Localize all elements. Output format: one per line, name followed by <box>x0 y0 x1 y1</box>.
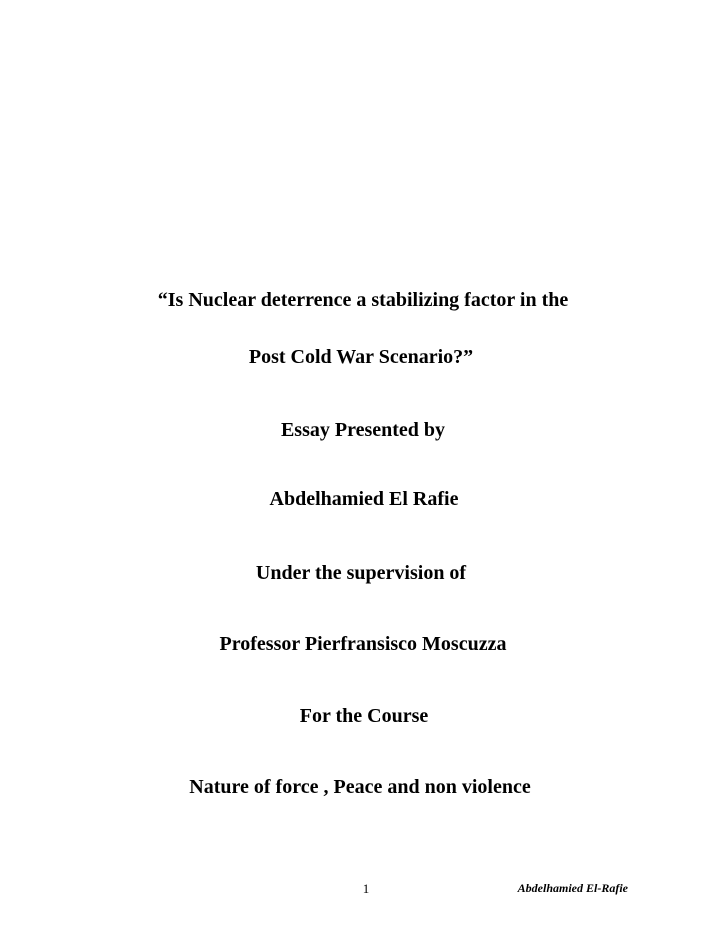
footer-page-number: 1 <box>362 881 370 896</box>
author-name: Abdelhamied El Rafie <box>269 488 459 510</box>
title-line-2: Post Cold War Scenario?” <box>248 346 474 368</box>
course-label: For the Course <box>299 705 429 727</box>
title-line-1: “Is Nuclear deterrence a stabilizing factor in the <box>157 289 569 311</box>
essay-presented-label: Essay Presented by <box>280 419 446 441</box>
footer-author: Abdelhamied El-Rafie <box>517 881 628 895</box>
course-name: Nature of force , Peace and non violence <box>189 776 531 798</box>
professor-name: Professor Pierfransisco Moscuzza <box>219 633 507 655</box>
supervision-label: Under the supervision of <box>255 562 467 584</box>
